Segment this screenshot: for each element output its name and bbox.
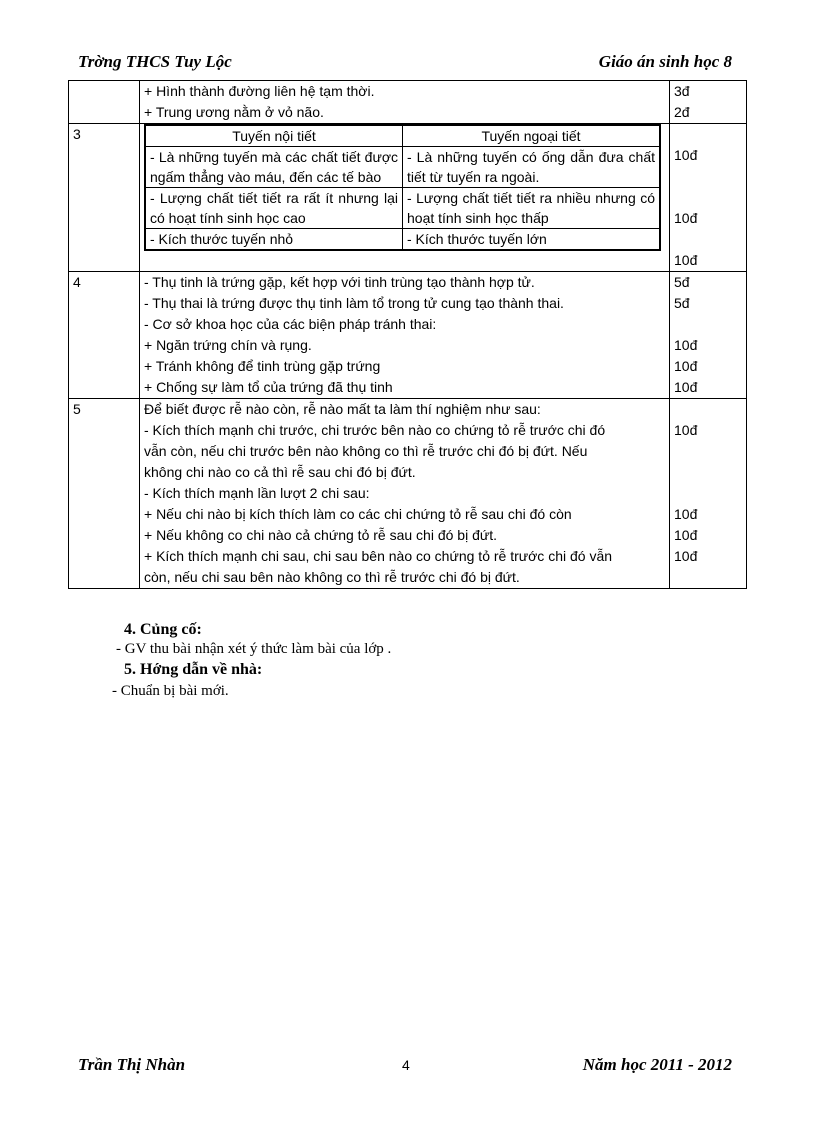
gland-comparison-table: [144, 124, 661, 251]
score: 10đ: [674, 210, 698, 226]
table-row: [69, 124, 747, 272]
score: 10đ: [674, 252, 698, 268]
score: 10đ: [674, 527, 698, 543]
answer-line: + Chống sự làm tổ của trứng đã thụ tinh: [144, 379, 393, 395]
exocrine-point: - Là những tuyến có ống dẫn đưa chất tiết từ tuyến ra ngoài.: [403, 147, 661, 188]
footer-year: Năm học 2011 - 2012: [582, 1055, 732, 1074]
score-cell: [670, 124, 747, 272]
answer-cell: [140, 81, 670, 124]
score: [674, 314, 742, 335]
answer-line: Để biết được rễ nào còn, rễ nào mất ta làm thí nghiệm như sau:: [144, 401, 541, 417]
page-number: 4: [402, 1057, 410, 1073]
answer-line: - Cơ sở khoa học của các biện pháp tránh thai:: [144, 316, 437, 332]
answer-line: - Kích thích mạnh chi trước, chi trước bên nào co chứng tỏ rễ trước chi đó: [144, 422, 606, 438]
score: [674, 399, 742, 420]
score-cell: [670, 399, 747, 589]
answer-line: + Nếu chi nào bị kích thích làm co các chi chứng tỏ rễ sau chi đó còn: [144, 506, 572, 522]
score: 10đ: [674, 147, 698, 163]
answer-table: [68, 80, 747, 589]
table-row: [69, 399, 747, 589]
score: 10đ: [674, 548, 698, 564]
section-5-text: - Chuẩn bị bài mới.: [112, 683, 229, 699]
answer-line: còn, nếu chi sau bên nào không co thì rễ trước chi đó bị đứt.: [144, 569, 520, 585]
score: 5đ: [674, 274, 690, 290]
score: 2đ: [674, 104, 690, 120]
footer-author: Trần Thị Nhàn: [78, 1055, 186, 1074]
question-number: 4: [69, 272, 140, 399]
answer-line: - Thụ tinh là trứng gặp, kết hợp với tinh trùng tạo thành hợp tử.: [144, 274, 535, 290]
section-5-title: 5. Hớng dẫn về nhà:: [124, 661, 263, 678]
table-row: [69, 272, 747, 399]
answer-line: + Nếu không co chi nào cả chứng tỏ rễ sau chi đó bị đứt.: [144, 527, 498, 543]
score: 5đ: [674, 295, 690, 311]
col-endocrine-header: Tuyến nội tiết: [145, 125, 403, 147]
header-subject: Giáo án sinh học 8: [598, 52, 732, 71]
question-number: 5: [69, 399, 140, 589]
answer-line: + Tránh không để tinh trùng gặp trứng: [144, 358, 381, 374]
section-4-text: - GV thu bài nhận xét ý thức làm bài của lớp .: [116, 641, 392, 657]
answer-line: + Kích thích mạnh chi sau, chi sau bên nào co chứng tỏ rễ trước chi đó vẫn: [144, 548, 613, 564]
score: 10đ: [674, 358, 698, 374]
score: 10đ: [674, 337, 698, 353]
endocrine-point: - Kích thước tuyến nhỏ: [145, 229, 403, 251]
answer-line: + Trung ương nằm ở vỏ não.: [144, 104, 324, 120]
score: 3đ: [674, 83, 690, 99]
answer-line: không chi nào co cả thì rễ sau chi đó bị đứt.: [144, 464, 416, 480]
score-cell: [670, 81, 747, 124]
score-cell: [670, 272, 747, 399]
table-row: [69, 81, 747, 124]
answer-line: vẫn còn, nếu chi trước bên nào không co thì rễ trước chi đó bị đứt. Nếu: [144, 443, 588, 459]
score: 10đ: [674, 506, 698, 522]
section-4-title: 4. Củng cố:: [124, 621, 202, 638]
answer-line: + Ngăn trứng chín và rụng.: [144, 337, 312, 353]
answer-cell: [140, 272, 670, 399]
question-number: 3: [69, 124, 140, 272]
answer-cell: [140, 399, 670, 589]
answer-line: - Thụ thai là trứng được thụ tinh làm tổ trong tử cung tạo thành thai.: [144, 295, 564, 311]
endocrine-point: - Lượng chất tiết tiết ra rất ít nhưng lại có hoạt tính sinh học cao: [145, 188, 403, 229]
header-school: Trờng THCS Tuy Lộc: [78, 52, 232, 71]
question-number: [69, 81, 140, 124]
col-exocrine-header: Tuyến ngoại tiết: [403, 125, 661, 147]
exocrine-point: - Kích thước tuyến lớn: [403, 229, 661, 251]
answer-line: - Kích thích mạnh lần lượt 2 chi sau:: [144, 485, 370, 501]
endocrine-point: - Là những tuyến mà các chất tiết được ngấm thẳng vào máu, đến các tế bào: [145, 147, 403, 188]
exocrine-point: - Lượng chất tiết tiết ra nhiều nhưng có hoạt tính sinh học thấp: [403, 188, 661, 229]
score: 10đ: [674, 379, 698, 395]
answer-cell: [140, 124, 670, 272]
score: 10đ: [674, 422, 698, 438]
answer-line: + Hình thành đường liên hệ tạm thời.: [144, 83, 375, 99]
